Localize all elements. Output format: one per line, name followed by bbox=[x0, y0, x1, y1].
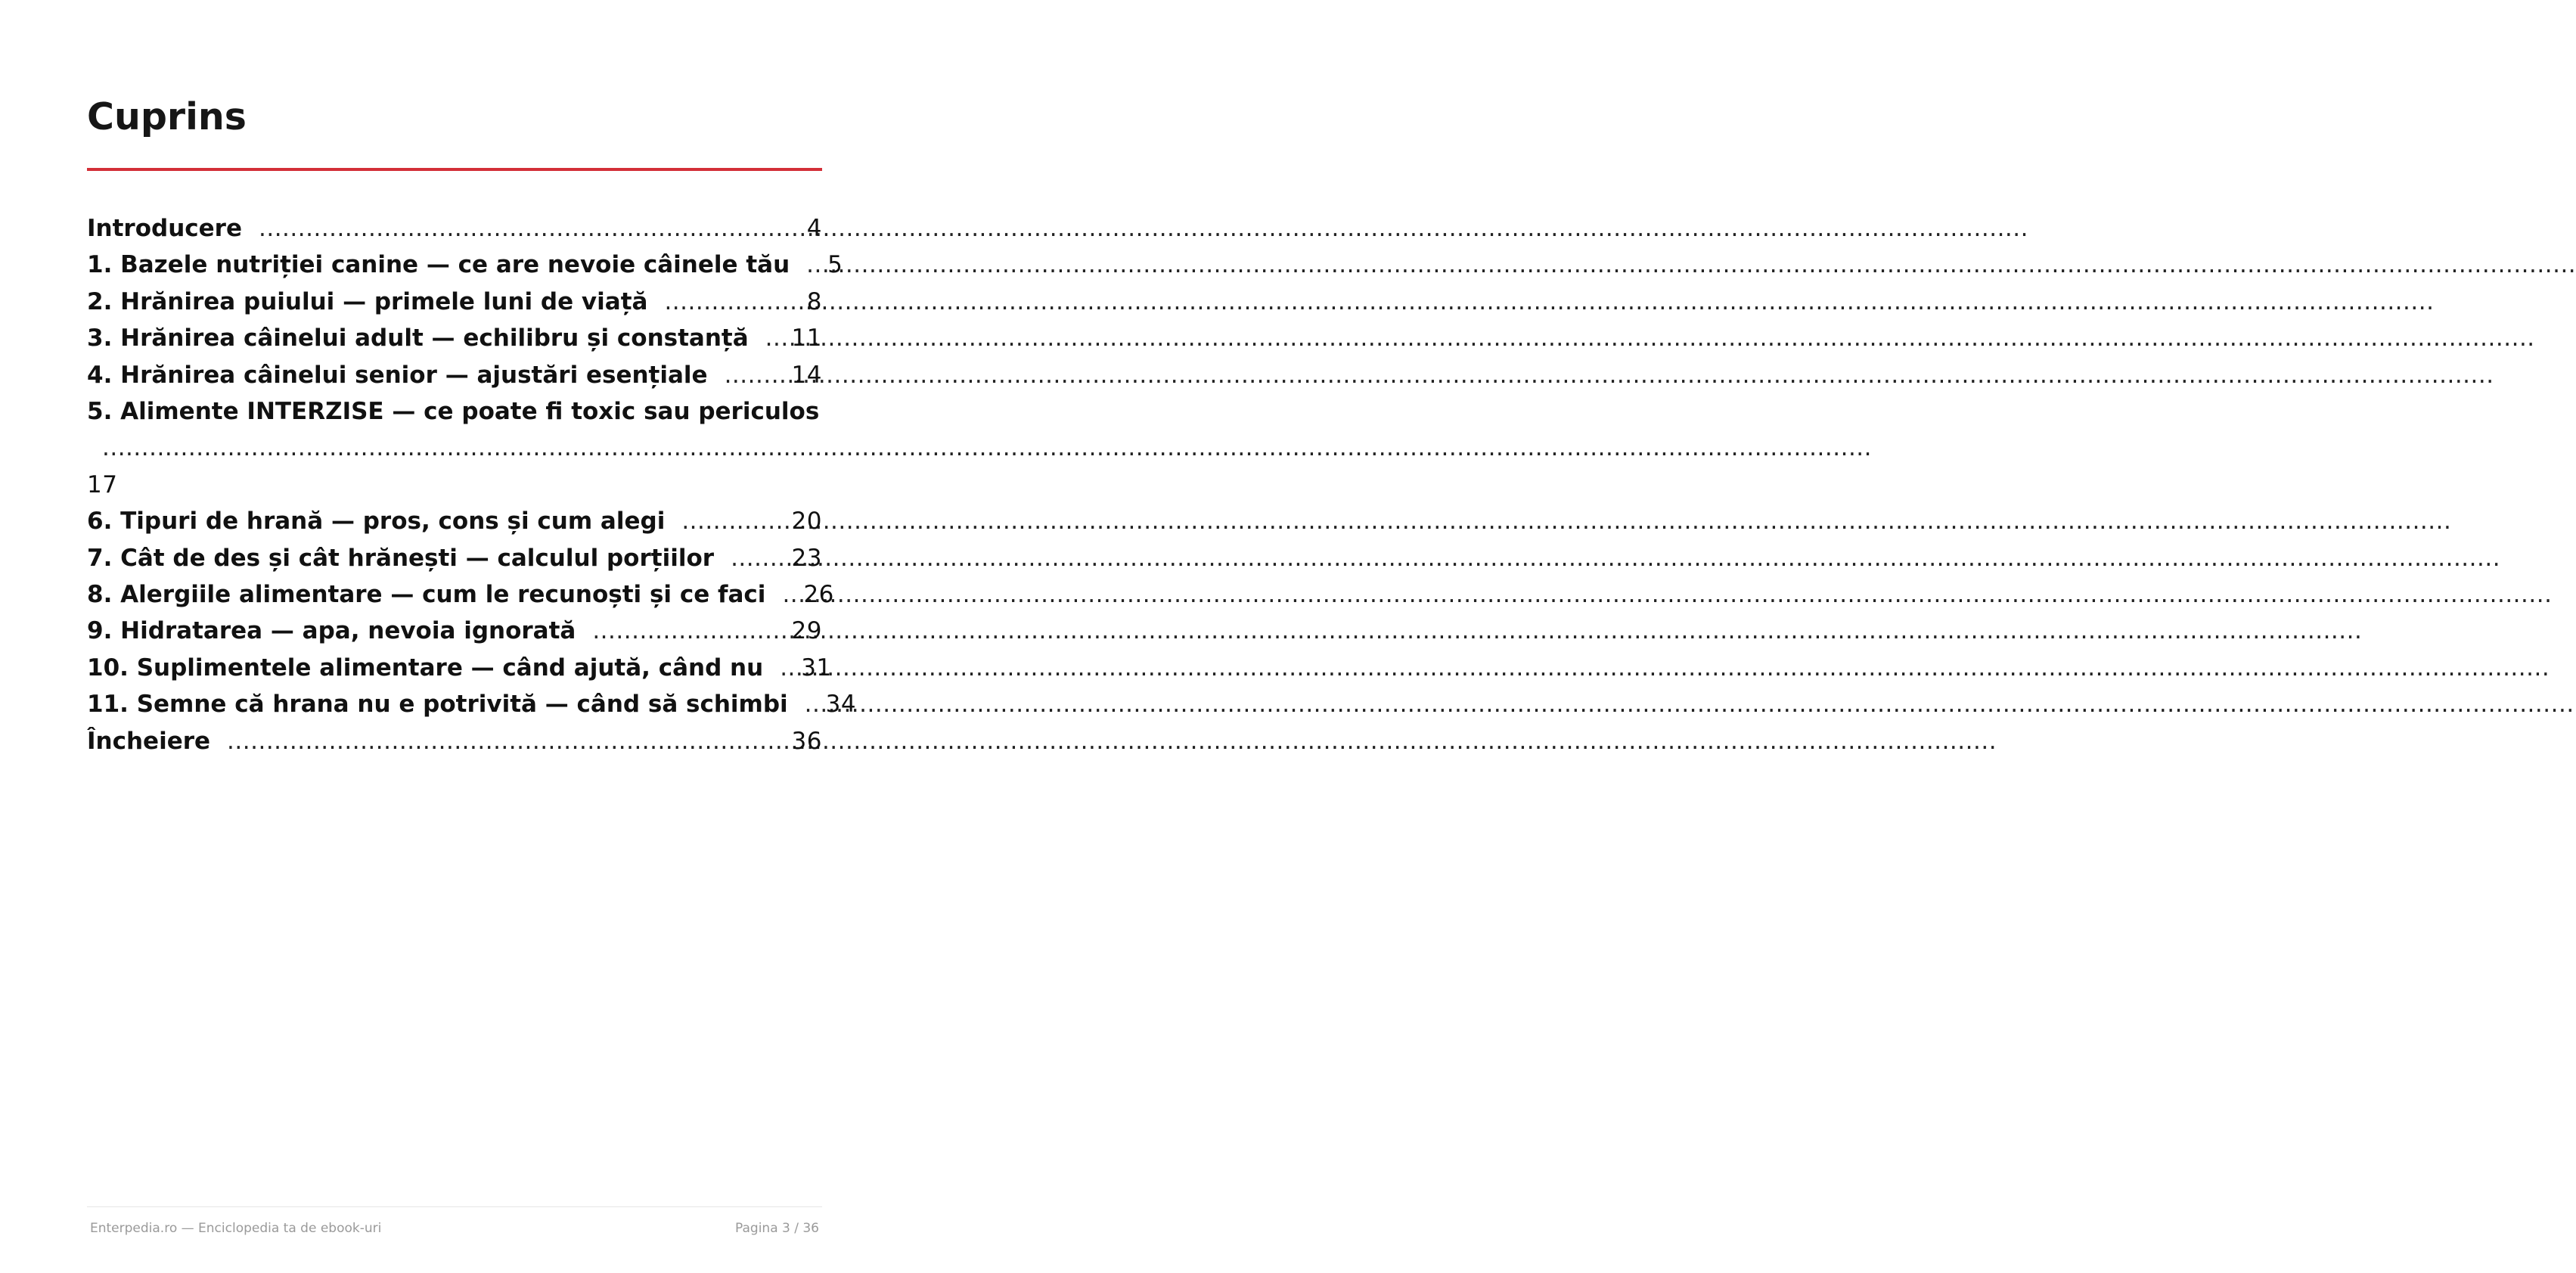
toc-entry-title[interactable]: 4. Hrănirea câinelui senior — ajustări esențiale bbox=[87, 361, 708, 389]
toc-entry-chapter-4[interactable] bbox=[87, 357, 822, 393]
toc-dot-leader bbox=[780, 650, 795, 686]
toc-page-number: 14 bbox=[791, 361, 822, 389]
toc-entry-chapter-6[interactable] bbox=[87, 503, 822, 539]
toc-dot-leader bbox=[259, 210, 801, 247]
toc-entry-introducere[interactable] bbox=[87, 210, 822, 247]
toc-page-number: 17 bbox=[87, 470, 118, 498]
title-divider bbox=[87, 168, 822, 171]
toc-entry-title[interactable]: 2. Hrănirea puiului — primele luni de viață bbox=[87, 287, 648, 315]
toc-entry-title[interactable]: 8. Alergiile alimentare — cum le recunoști și ce faci bbox=[87, 580, 766, 608]
toc-page-number: 20 bbox=[791, 508, 822, 536]
toc-entry-title[interactable]: 7. Cât de des și cât hrănești — calculul porțiilor bbox=[87, 544, 715, 572]
toc-dot-leader bbox=[681, 503, 785, 539]
toc-entry-chapter-8[interactable] bbox=[87, 576, 834, 613]
toc-dot-leader bbox=[725, 357, 786, 393]
toc-page-number: 11 bbox=[791, 324, 822, 352]
toc-page-number: 34 bbox=[825, 691, 857, 719]
toc-entry-chapter-9[interactable] bbox=[87, 613, 822, 649]
toc-entry-chapter-3[interactable] bbox=[87, 320, 822, 356]
toc-dot-leader bbox=[592, 613, 785, 649]
toc-page-number: 8 bbox=[806, 287, 822, 315]
document-page bbox=[87, 0, 857, 1273]
footer-divider bbox=[87, 1206, 822, 1207]
toc-entry-chapter-10[interactable] bbox=[87, 650, 832, 686]
toc-entry-chapter-5[interactable] bbox=[87, 393, 822, 503]
toc-entry-title[interactable]: 5. Alimente INTERZISE — ce poate fi toxic sau periculos bbox=[87, 397, 820, 425]
toc-dot-leader bbox=[227, 723, 786, 759]
toc-dot-leader bbox=[805, 686, 820, 722]
toc-page-number: 29 bbox=[791, 617, 822, 645]
toc-entry-chapter-1[interactable] bbox=[87, 247, 843, 283]
page-title: Cuprins bbox=[87, 95, 247, 138]
toc-page-number: 4 bbox=[806, 215, 822, 242]
toc-dot-leader bbox=[782, 576, 797, 613]
toc-entry-title[interactable]: 1. Bazele nutriției canine — ce are nevoie câinele tău bbox=[87, 251, 790, 279]
toc-entry-title[interactable]: 9. Hidratarea — apa, nevoia ignorată bbox=[87, 617, 576, 645]
footer-page-number: Pagina 3 / 36 bbox=[735, 1221, 819, 1236]
toc-dot-leader bbox=[664, 284, 800, 320]
toc-page-number: 5 bbox=[827, 251, 843, 279]
toc-dot-leader bbox=[102, 430, 123, 466]
toc-entry-title[interactable]: 6. Tipuri de hrană — pros, cons și cum alegi bbox=[87, 508, 666, 536]
toc-entry-chapter-7[interactable] bbox=[87, 540, 822, 576]
toc-entry-title[interactable]: 3. Hrănirea câinelui adult — echilibru și constanță bbox=[87, 324, 749, 352]
toc-page-number: 23 bbox=[791, 544, 822, 572]
toc-page-number: 31 bbox=[801, 654, 832, 682]
toc-entry-title[interactable]: Încheiere bbox=[87, 727, 211, 755]
table-of-contents bbox=[87, 210, 857, 759]
toc-page-number: 36 bbox=[791, 727, 822, 755]
toc-entry-chapter-11[interactable] bbox=[87, 686, 857, 722]
toc-entry-title[interactable]: 10. Suplimentele alimentare — când ajută, când nu bbox=[87, 654, 764, 682]
toc-dot-leader bbox=[806, 247, 821, 283]
toc-dot-leader bbox=[765, 320, 786, 356]
footer-site-name: Enterpedia.ro — Enciclopedia ta de ebook-uri bbox=[90, 1221, 382, 1236]
toc-entry-title[interactable]: Introducere bbox=[87, 215, 242, 242]
toc-entry-incheiere[interactable] bbox=[87, 723, 822, 759]
toc-entry-title[interactable]: 11. Semne că hrana nu e potrivită — când să schimbi bbox=[87, 691, 788, 719]
toc-dot-leader bbox=[731, 540, 785, 576]
toc-page-number: 26 bbox=[803, 580, 834, 608]
toc-entry-chapter-2[interactable] bbox=[87, 284, 822, 320]
